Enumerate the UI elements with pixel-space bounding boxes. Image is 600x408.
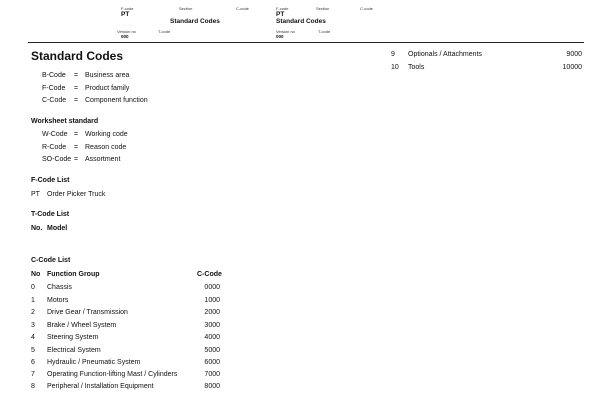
fcode-value: PT (121, 11, 130, 18)
worksheet-eq: = (74, 131, 79, 138)
ccode-no: 3 (31, 322, 35, 329)
version-value: 000 (121, 34, 129, 39)
section-value: Standard Codes (170, 18, 220, 25)
worksheet-desc: Reason code (85, 144, 127, 151)
version-value: 000 (276, 34, 284, 39)
tcode-col-model: Model (47, 225, 68, 232)
ccode-no: 8 (31, 383, 35, 390)
ccode-no: 0 (31, 284, 35, 291)
worksheet-desc: Assortment (85, 156, 121, 163)
code-def-eq: = (74, 97, 79, 104)
ccode-value: 5000 (204, 347, 220, 354)
section-label: Section (316, 6, 330, 11)
ccode-no: 4 (31, 334, 35, 341)
ccode-list-heading: C-Code List (31, 257, 71, 264)
ccode-no: 1 (31, 297, 35, 304)
page-title: Standard Codes (31, 49, 124, 63)
code-def-eq: = (74, 85, 79, 92)
ccode-no: 10 (391, 64, 399, 71)
ccode-group: Operating Function-lifting Mast / Cylinders (47, 371, 178, 378)
tcode-label: T-code (318, 29, 331, 34)
worksheet-code: R-Code (42, 144, 67, 151)
ccode-value: 8000 (204, 383, 220, 390)
ccode-value: 0000 (204, 284, 220, 291)
worksheet-eq: = (74, 156, 79, 163)
ccode-group: Tools (408, 64, 425, 71)
tcode-list-heading: T-Code List (31, 211, 70, 218)
section-value: Standard Codes (276, 18, 326, 25)
ccode-no: 9 (391, 51, 395, 58)
worksheet-desc: Working code (85, 131, 128, 138)
ccode-group: Brake / Wheel System (47, 322, 117, 329)
code-def-code: F-Code (42, 85, 66, 92)
ccode-value: 1000 (204, 297, 220, 304)
ccode-group: Drive Gear / Transmission (47, 309, 128, 316)
fcode-list-code: PT (31, 191, 40, 198)
worksheet-heading: Worksheet standard (31, 118, 99, 125)
ccode-no: 5 (31, 347, 35, 354)
ccode-group: Steering System (47, 334, 99, 341)
worksheet-code: W-Code (42, 131, 68, 138)
code-def-code: C-Code (42, 97, 67, 104)
ccode-group: Hydraulic / Pneumatic System (47, 359, 141, 366)
section-label: Section (179, 6, 193, 11)
worksheet-eq: = (74, 144, 79, 151)
code-def-desc: Component function (85, 97, 148, 104)
tcode-col-no: No. (31, 225, 43, 232)
ccode-no: 7 (31, 371, 35, 378)
ccode-label: C-code (360, 6, 373, 11)
worksheet-code: SO-Code (42, 156, 72, 163)
code-def-code: B-Code (42, 72, 66, 79)
ccode-col-group: Function Group (47, 271, 100, 278)
fcode-label: F-code (121, 6, 134, 11)
ccode-no: 6 (31, 359, 35, 366)
code-def-eq: = (74, 72, 79, 79)
version-label: Version no (276, 29, 295, 34)
ccode-value: 7000 (204, 371, 220, 378)
fcode-label: F-code (276, 6, 289, 11)
tcode-label: T-code (158, 29, 171, 34)
ccode-group: Motors (47, 297, 69, 304)
ccode-group: Chassis (47, 284, 72, 291)
ccode-value: 10000 (562, 64, 582, 71)
ccode-group: Electrical System (47, 347, 101, 354)
ccode-group: Optionals / Attachments (408, 51, 482, 58)
fcode-value: PT (276, 11, 285, 18)
ccode-col-no: No (31, 271, 41, 278)
code-def-desc: Business area (85, 72, 130, 79)
code-def-desc: Product family (85, 85, 130, 92)
ccode-value: 3000 (204, 322, 220, 329)
ccode-value: 9000 (566, 51, 582, 58)
ccode-col-code: C-Code (197, 271, 222, 278)
ccode-label: C-code (236, 6, 249, 11)
fcode-list-heading: F-Code List (31, 177, 70, 184)
ccode-no: 2 (31, 309, 35, 316)
fcode-list-desc: Order Picker Truck (47, 191, 106, 198)
ccode-value: 6000 (204, 359, 220, 366)
header-rule-left (28, 42, 276, 43)
header-rule-right (276, 42, 584, 43)
ccode-value: 2000 (204, 309, 220, 316)
ccode-value: 4000 (204, 334, 220, 341)
version-label: Version no (117, 29, 136, 34)
ccode-group: Peripheral / Installation Equipment (47, 383, 154, 390)
